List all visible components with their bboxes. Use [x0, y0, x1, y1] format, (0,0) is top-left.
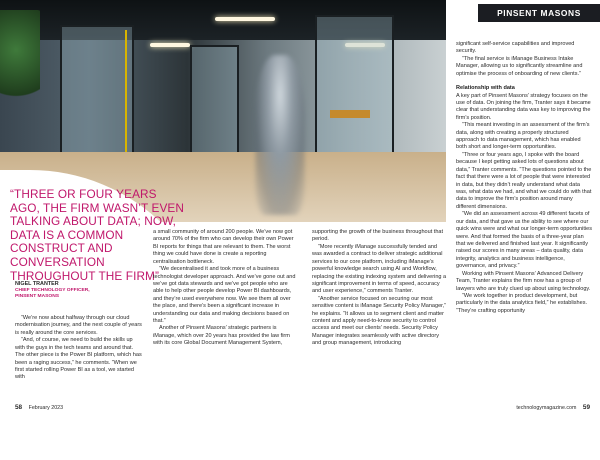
section-subheading: Relationship with data [456, 85, 515, 92]
paragraph: supporting the growth of the business throughout that period. [312, 229, 444, 243]
walking-person [255, 55, 305, 215]
author-name: NIGEL TRANTER [15, 281, 59, 287]
body-column-3 [312, 229, 448, 348]
plant [0, 10, 40, 110]
page-number: 58 [15, 404, 23, 411]
paragraph: Working with Pinsent Masons’ Advanced Delivery Team, Tranter explains the firm now has a group of lawyers who are truly clued up about using technology. [456, 270, 591, 292]
paragraph: A key part of Pinsent Masons’ strategy focuses on the use of data. On joining the firm, Tranter says it became clear that understanding data was key to improving the firm’s position. [456, 92, 591, 121]
paragraph: “We work together in product development, but particularly in the data analytics field,” he establishes. “They’re crafting opportunity [456, 292, 588, 314]
paragraph: “We did an assessment across 49 different facets of our data, and that gave us the ability to see where our quick wins were and what our longer-term opportunities were. And that formed the basis of a three-year plan that we delivered and finished last year. It significantly raised our scores in many areas – data quality, data integrity, analytics and business intelligence, governance, and privacy.” [456, 211, 592, 270]
pull-quote: “THREE OR FOUR YEARS AGO, THE FIRM WASN’T EVEN TALKING ABOUT DATA; NOW, DATA IS A COMMON CONSTRUCT AND CONVERSATION THROUGHOUT THE FIRM” [10, 187, 185, 283]
paragraph: “More recently iManage successfully tended and was awarded a contract to deliver strategic additional services to our core platform, including iManage’s powerful knowledge search using AI and Workflow, replacing the existing indexing system and delivering a significant improvement in terms of speed, accuracy and user experience,” comments Tranter. [312, 243, 447, 295]
paragraph: Another of Pinsent Masons’ strategic partners is iManage, which over 20 years has provided the law firm with its core Global Document Management System, [153, 325, 290, 347]
ceiling-light [215, 17, 275, 21]
paragraph: “Another service focused on securing our most sensitive content is iManage Security Policy Manager,” he explains. “It allows us to segment client and matter content and apply need-to-know security to control access and meet our clients’ needs. Security Policy Manager integrates seamlessly with active directory and group management, introducing [312, 295, 447, 347]
footer-left [15, 404, 63, 411]
paragraph: “Three or four years ago, I spoke with the board because I kept getting asked lots of questions about data,” Tranter comments. “The questions pointed to the fact that there were a lot of people that were interested in data, but they didn’t really understand what data was, what data we had, and what we could do with that data to improve the firm’s position around many different dimensions. [456, 151, 592, 210]
page-number: 59 [582, 404, 590, 411]
paragraph: significant self-service capabilities and improved security. [456, 41, 575, 55]
footer-right [516, 404, 590, 411]
paragraph: a small community of around 200 people. We’ve now got around 70% of the firm who can develop their own Power BI reports for things that are relevant to them. The worst thing we could have done is create a reporting centralisation bottleneck. [153, 229, 294, 265]
paragraph: “This meant investing in an assessment of the firm’s data, along with creating a properly structured approach to data management, which has enabled both short and longer-term opportunities. [456, 122, 590, 151]
body-column-2 [153, 229, 296, 348]
issue-date: February 2023 [28, 405, 64, 411]
paragraph: “We decentralised it and took more of a business technologist developer approach. And we’ve gone out and we’ve got data stewards and we’ve got people who are able to help other people develop Power BI dashboards, and they’re used everywhere now. We see them all over the place, and there’s been a significant increase in understanding our data and making decisions based on that.” [153, 266, 296, 325]
author-company: PINSENT MASONS [15, 293, 60, 299]
body-column-4 [456, 41, 592, 315]
ceiling-light [150, 43, 190, 47]
author-role: CHIEF TECHNOLOGY OFFICER, [15, 287, 90, 293]
glass-wall [190, 45, 239, 169]
paragraph: “The final service is iManage Business Intake Manager, allowing us to significantly streamline and optimise the process of onboarding of new clients.” [456, 55, 583, 77]
paragraph: “We’re now about halfway through our cloud modernisation journey, and the next couple of years is really around the core services. [15, 315, 142, 336]
body-column-1 [15, 315, 143, 382]
site-url: technologymagazine.com [516, 405, 577, 411]
paragraph: “And, of course, we need to build the skills up with the guys in the tech teams and around that. The other piece is the Power BI platform, which has been a raging success,” he comments. “When we first started rolling Power BI as a tool, we started with [15, 337, 142, 381]
meeting-table [330, 110, 370, 118]
brand-tab: PINSENT MASONS [478, 4, 600, 22]
